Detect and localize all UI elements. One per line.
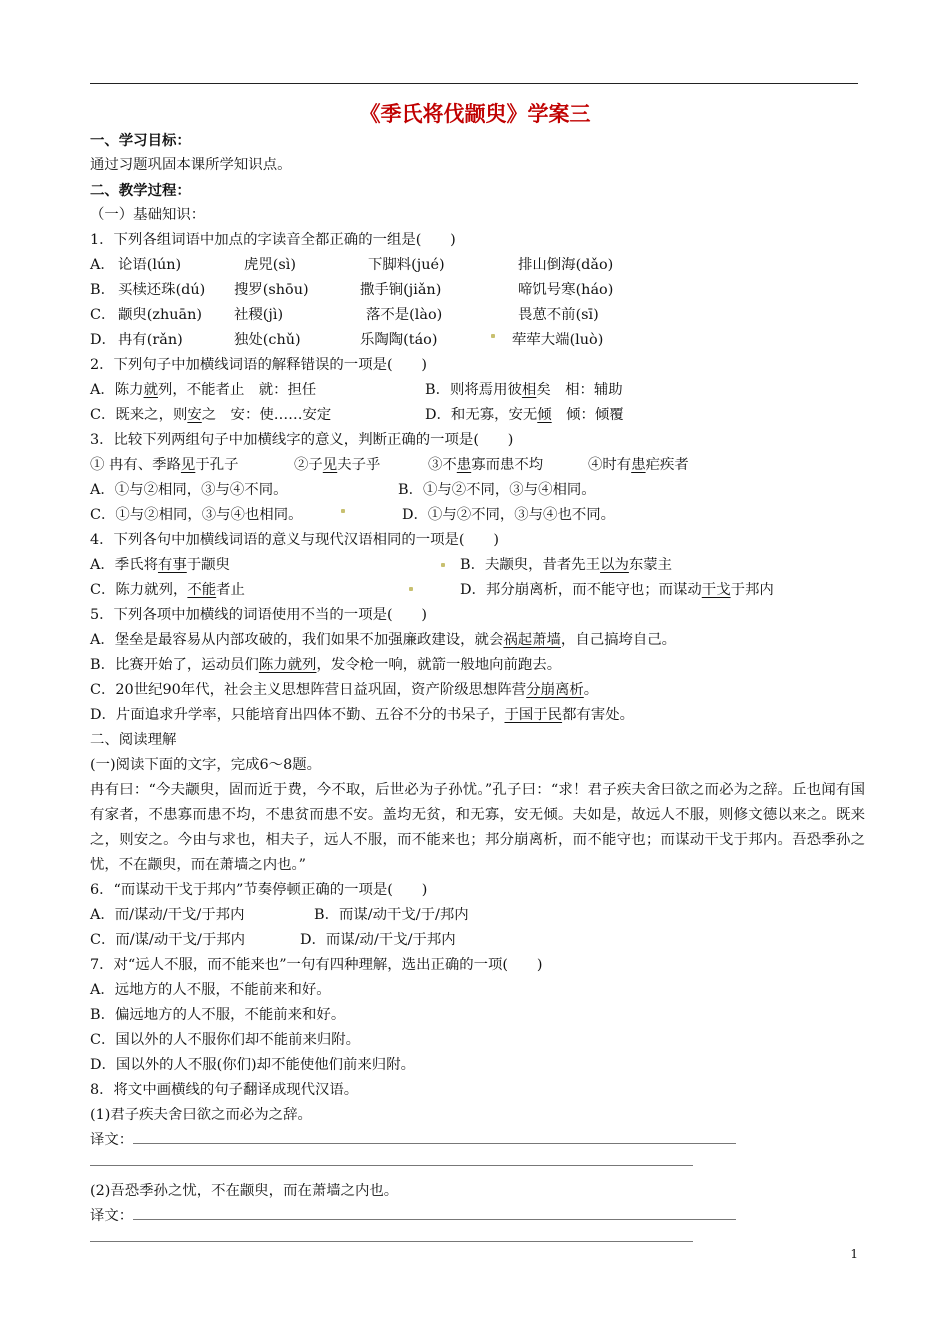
q4-option-d: D．邦分崩离析，而不能守也；而谋动干戈于邦内 (460, 582, 774, 598)
q1-option-d: D． 冉有(rǎn) 独处(chǔ) 乐陶陶(táo) 荦荦大端(luò) (90, 328, 865, 353)
q1-stem: 1．下列各组词语中加点的字读音全都正确的一组是( ) (90, 232, 456, 248)
q3-options-ab (90, 478, 865, 503)
q5-option-d: D．片面追求升学率，只能培育出四体不勤、五谷不分的书呆子，于国于民都有害处。 (90, 707, 635, 723)
q1-a-item-3: 下脚料(jué) (368, 257, 445, 273)
q6-options-ab (90, 903, 865, 928)
section-reading-heading: 二、阅读理解 (90, 732, 177, 748)
q4-option-b: B．夫颛臾，昔者先王以为东蒙主 (460, 557, 673, 573)
q2-option-d: D．和无寡，安无倾 倾：倾覆 (425, 407, 624, 423)
q7-option-a: A．远地方的人不服，不能前来和好。 (90, 982, 331, 998)
q6-options-cd (90, 928, 865, 953)
q1-a-item-4: 排山倒海(dǎo) (518, 257, 614, 273)
answer-2-line-2[interactable] (90, 1229, 693, 1242)
q7-option-c: C．国以外的人不服你们却不能前来归附。 (90, 1032, 361, 1048)
header-rule (90, 83, 858, 84)
q1-option-b: B． 买椟还珠(dú) 搜罗(shōu) 撒手锏(jiǎn) 啼饥号寒(háo) (90, 278, 865, 303)
q6-option-b: B．而谋/动干戈/于/邦内 (314, 907, 469, 923)
q3-sentences (90, 453, 865, 478)
page-number: 1 (850, 1247, 858, 1261)
q1-c-item-4: 畏葸不前(sī) (518, 307, 599, 323)
q8-answer-2: 译文： (90, 1204, 865, 1229)
q1-option-c: C． 颛臾(zhuān) 社稷(jì) 落不是(lào) 畏葸不前(sī) (90, 303, 865, 328)
q1-d-item-4: 荦荦大端(luò) (512, 332, 604, 348)
q8-sentence-1: (1)君子疾夫舍曰欲之而必为之辞。 (90, 1107, 312, 1123)
q1-c-item-2: 社稷(jì) (234, 307, 284, 323)
scan-speck (409, 587, 413, 591)
scan-speck (441, 563, 445, 567)
q3-option-a: A．①与②相同，③与④不同。 (90, 482, 288, 498)
q8-stem: 8．将文中画横线的句子翻译成现代汉语。 (90, 1082, 359, 1098)
q1-b-item-3: 撒手锏(jiǎn) (360, 282, 442, 298)
q2-option-c: C．既来之，则安之 安：使……安定 (90, 407, 332, 423)
q2-options-cd (90, 403, 865, 428)
q3-stem: 3．比较下列两组句子中加横线字的意义，判断正确的一项是( ) (90, 432, 514, 448)
q1-d-item-2: 独处(chǔ) (234, 332, 301, 348)
scan-speck (491, 334, 495, 338)
objective-text: 通过习题巩固本课所学知识点。 (90, 157, 292, 173)
q6-option-c: C．而/谋/动干戈/于邦内 (90, 932, 246, 948)
q3-sentence-3: ③不患寡而患不均 (428, 457, 544, 473)
q1-b-item-1: 买椟还珠(dú) (118, 282, 206, 298)
q4-stem: 4．下列各句中加横线词语的意义与现代汉语相同的一项是( ) (90, 532, 499, 548)
q6-option-a: A．而/谋动/干戈/于邦内 (90, 907, 245, 923)
q1-b-item-4: 啼饥号寒(háo) (518, 282, 614, 298)
q1-a-item-2: 虎兕(sì) (244, 257, 296, 273)
q3-option-b: B．①与②不同，③与④相同。 (398, 482, 596, 498)
q1-option-a: A． 论语(lún) 虎兕(sì) 下脚料(jué) 排山倒海(dǎo) (90, 253, 865, 278)
q4-option-c: C．陈力就列，不能者止 (90, 582, 245, 598)
q5-stem: 5．下列各项中加横线的词语使用不当的一项是( ) (90, 607, 427, 623)
q2-stem: 2．下列句子中加横线词语的解释错误的一项是( ) (90, 357, 427, 373)
q4-options-ab (90, 553, 865, 578)
q6-stem: 6．“而谋动干戈于邦内”节奏停顿正确的一项是( ) (90, 882, 428, 898)
q1-c-item-1: 颛臾(zhuān) (118, 307, 202, 323)
q7-stem: 7．对“远人不服，而不能来也”一句有四种理解，选出正确的一项( ) (90, 957, 543, 973)
q4-option-a: A．季氏将有事于颛臾 (90, 557, 230, 573)
q5-option-c: C．20世纪90年代，社会主义思想阵营日益巩固，资产阶级思想阵营分崩离析。 (90, 682, 599, 698)
worksheet-body (90, 128, 865, 1255)
q1-d-item-1: 冉有(rǎn) (118, 332, 183, 348)
q1-a-item-1: 论语(lún) (118, 257, 182, 273)
q7-option-d: D．国以外的人不服(你们)却不能使他们前来归附。 (90, 1057, 415, 1073)
q2-option-a: A．陈力就列，不能者止 就：担任 (90, 382, 317, 398)
q3-sentence-1: ① 冉有、季路见于孔子 (90, 457, 239, 473)
q5-option-a: A．堡垒是最容易从内部攻破的，我们如果不加强廉政建设，就会祸起萧墙，自己搞垮自己。 (90, 632, 677, 648)
q3-options-cd (90, 503, 865, 528)
scan-speck (341, 509, 345, 513)
q1-b-item-2: 搜罗(shōu) (234, 282, 309, 298)
q8-answer-1: 译文： (90, 1128, 865, 1153)
subsection-basic: （一）基础知识： (90, 207, 206, 223)
q2-option-b: B．则将焉用彼相矣 相：辅助 (425, 382, 623, 398)
q3-sentence-4: ④时有患疟疾者 (588, 457, 689, 473)
answer-1-line[interactable] (133, 1129, 736, 1144)
q6-option-d: D．而谋/动/干戈/于邦内 (300, 932, 456, 948)
q7-option-b: B．偏远地方的人不服，不能前来和好。 (90, 1007, 346, 1023)
q3-sentence-2: ②子见夫子乎 (294, 457, 381, 473)
answer-1-line-2[interactable] (90, 1153, 693, 1166)
q5-option-b: B．比赛开始了，运动员们陈力就列，发令枪一响，就箭一般地向前跑去。 (90, 657, 562, 673)
reading-intro: (一)阅读下面的文字，完成6～8题。 (90, 757, 322, 773)
q1-d-item-3: 乐陶陶(táo) (360, 332, 438, 348)
q3-option-d: D．①与②不同，③与④也不同。 (402, 507, 616, 523)
q4-options-cd (90, 578, 865, 603)
answer-2-line[interactable] (133, 1205, 736, 1220)
section-1-heading: 一、学习目标： (90, 132, 191, 149)
reading-passage: 冉有曰：“今夫颛臾，固而近于费，今不取，后世必为子孙忧。”孔子曰：“求！君子疾夫舍曰欲之而必为之辞。丘也闻有国有家者，不患寡而患不均，不患贫而患不安。盖均无贫，和无寡，安无倾。夫如是，故远人不服，则修文德以来之。既来之，则安之。今由与求也，相夫子，远人不服，而不能来也；邦分崩离析，而不能守也；而谋动干戈于邦内。吾恐季孙之忧，不在颛臾，而在萧墙之内也。” (90, 782, 865, 873)
page-title: 《季氏将伐颛臾》学案三 (359, 101, 591, 126)
section-2-heading: 二、教学过程： (90, 182, 191, 199)
q2-options-ab (90, 378, 865, 403)
q8-sentence-2: (2)吾恐季孙之忧，不在颛臾，而在萧墙之内也。 (90, 1183, 399, 1199)
q3-option-c: C．①与②相同，③与④也相同。 (90, 507, 303, 523)
q1-c-item-3: 落不是(lào) (366, 307, 443, 323)
